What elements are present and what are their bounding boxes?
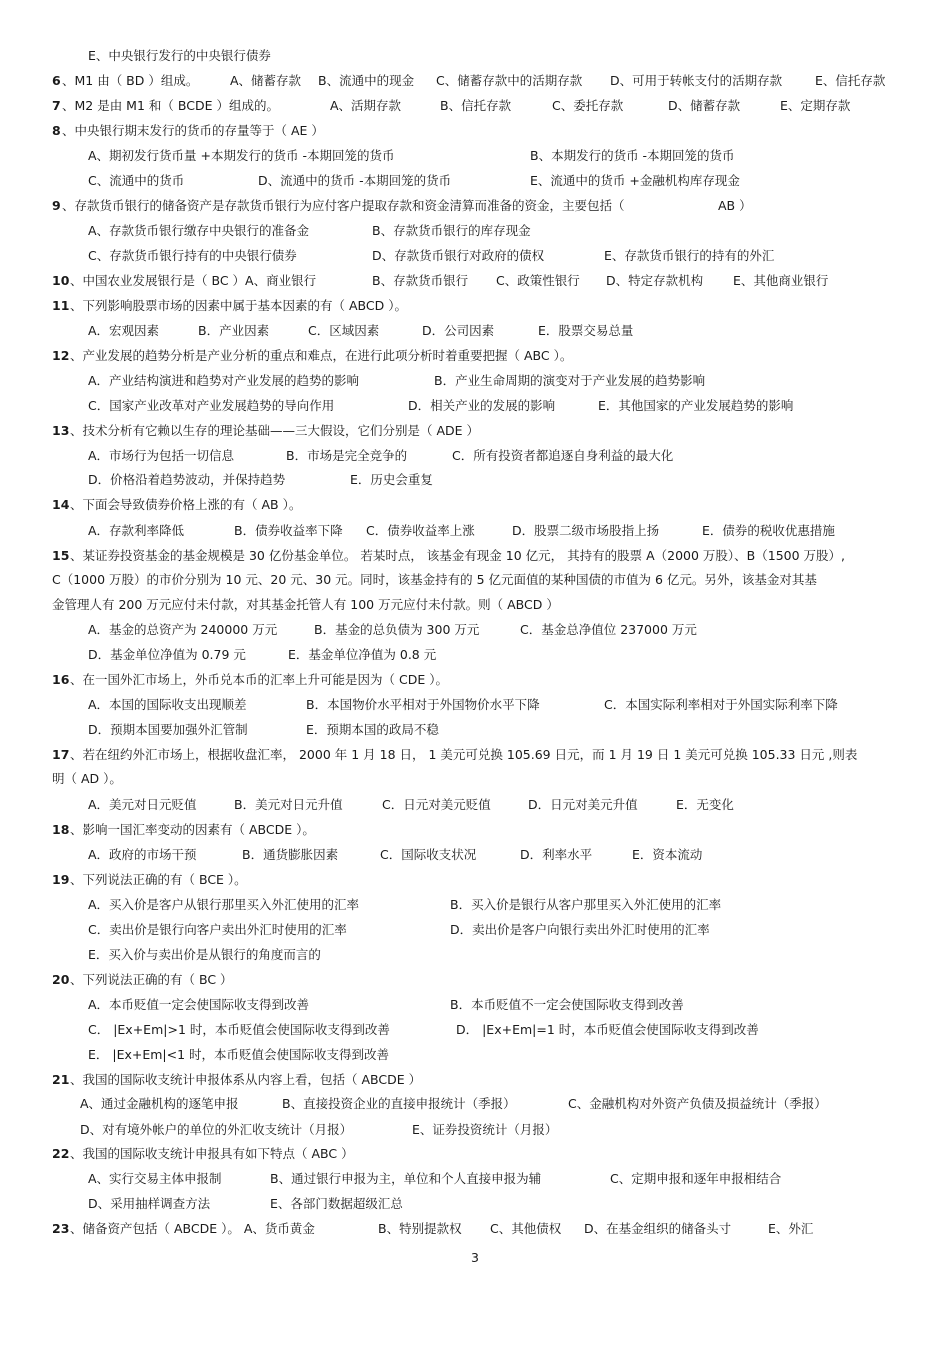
text-segment: 、中国农业发展银行是（ BC ）A、商业银行 [70,273,317,288]
text-line [0,918,950,942]
text-segment: 、M1 由（ BD ）组成。 [62,73,199,88]
text-segment: B．债券收益率下降 [234,523,343,538]
text-segment: E、中央银行发行的中央银行债券 [88,48,271,63]
text-segment: B．本币贬值不一定会使国际收支得到改善 [450,997,684,1012]
text-line [0,1118,950,1142]
text-segment: AB ） [718,198,752,213]
text-segment: B、信托存款 [440,98,512,113]
text-segment: 、技术分析有它赖以生存的理论基础——三大假设，它们分别是（ ADE ） [70,423,480,438]
text-segment: D．卖出价是客户向银行卖出外汇时使用的汇率 [450,922,710,937]
text-segment: 、下列说法正确的有（ BCE ）。 [70,872,247,887]
question-number: 18 [52,822,70,837]
question-number: 7 [52,98,61,113]
text-line [0,119,950,143]
text-segment: D、储蓄存款 [668,98,741,113]
text-line [0,144,950,168]
text-line [0,269,950,293]
text-segment: B、特别提款权 [378,1221,462,1236]
text-segment: D．股票二级市场股指上扬 [512,523,660,538]
text-segment: 金管理人有 200 万元应付未付款，对其基金托管人有 100 万元应付未付款。则（ ABCD ） [52,597,559,612]
text-segment: B、本期发行的货币 -本期回笼的货币 [530,148,735,163]
text-segment: E．预期本国的政局不稳 [306,722,439,737]
text-segment: C、金融机构对外资产负债及损益统计（季报） [568,1096,827,1111]
text-segment: 、若在纽约外汇市场上，根据收盘汇率， 2000 年 1 月 18 日， 1 美元可兑换 105.69 日元，而 1 月 19 日 1 美元可兑换 105.33 日元 ,则表 [70,747,858,762]
text-segment: 、我国的国际收支统计申报体系从内容上看，包括（ ABCDE ） [70,1072,422,1087]
question-number: 9 [52,198,61,213]
question-number: 12 [52,348,70,363]
text-segment: E、信托存款 [815,73,886,88]
text-segment: D、在基金组织的储备头寸 [584,1221,732,1236]
text-segment: E、存款货币银行的持有的外汇 [604,248,775,263]
question-number: 22 [52,1146,70,1161]
text-segment: C、储蓄存款中的活期存款 [436,73,583,88]
text-line [0,419,950,443]
text-segment: D、可用于转帐支付的活期存款 [610,73,783,88]
text-segment: A．本币贬值一定会使国际收支得到改善 [88,997,310,1012]
text-segment: 、下面会导致债券价格上涨的有（ AB ）。 [70,497,302,512]
text-line [0,194,950,218]
question-number: 17 [52,747,70,762]
text-line [0,1018,950,1042]
text-segment: C、其他债权 [490,1221,562,1236]
text-segment: A、通过金融机构的逐笔申报 [80,1096,239,1111]
text-segment: 、储备资产包括（ ABCDE ）。 A、货币黄金 [70,1221,315,1236]
text-line [0,519,950,543]
text-segment: D． |Ex+Em|=1 时，本币贬值会使国际收支得到改善 [456,1022,759,1037]
text-segment: C、定期申报和逐年申报相结合 [610,1171,782,1186]
text-segment: B．美元对日元升值 [234,797,343,812]
text-segment: E、证券投资统计（月报） [412,1122,558,1137]
text-segment: 、产业发展的趋势分析是产业分析的重点和难点，在进行此项分析时着重要把握（ ABC ）。 [70,348,573,363]
text-segment: C．卖出价是银行向客户卖出外汇时使用的汇率 [88,922,347,937]
text-segment: D．公司因素 [422,323,495,338]
text-line [0,319,950,343]
text-segment: E、定期存款 [780,98,851,113]
text-line [0,44,950,68]
text-segment: E．股票交易总量 [538,323,634,338]
text-line [0,1068,950,1092]
text-segment: 、下列说法正确的有（ BC ） [70,972,233,987]
text-segment: C． |Ex+Em|>1 时，本币贬值会使国际收支得到改善 [88,1022,390,1037]
text-line [0,69,950,93]
text-segment: A．产业结构演进和趋势对产业发展的趋势的影响 [88,373,360,388]
text-segment: D．价格沿着趋势波动，并保持趋势 [88,472,286,487]
text-line [0,1167,950,1191]
text-segment: B．产业生命周期的演变对于产业发展的趋势影响 [434,373,706,388]
text-segment: B．通货膨胀因素 [242,847,339,862]
text-segment: C．本国实际利率相对于外国实际利率下降 [604,697,838,712]
question-number: 20 [52,972,70,987]
text-line [0,618,950,642]
text-line [0,767,950,791]
text-line [0,843,950,867]
text-segment: E．债券的税收优惠措施 [702,523,835,538]
text-segment: A、活期存款 [330,98,402,113]
text-line [0,818,950,842]
question-number: 14 [52,497,70,512]
text-segment: B、流通中的现金 [318,73,415,88]
text-segment: C、存款货币银行持有的中央银行债券 [88,248,297,263]
text-segment: D、对有境外帐户的单位的外汇收支统计（月报） [80,1122,353,1137]
text-line [0,643,950,667]
text-segment: A．基金的总资产为 240000 万元 [88,622,278,637]
text-segment: 、某证券投资基金的基金规模是 30 亿份基金单位。 若某时点， 该基金有现金 10 亿元， 其持有的股票 A（2000 万股）、B（1500 万股）, [70,548,846,563]
text-segment: A、储蓄存款 [230,73,302,88]
text-line [0,943,950,967]
text-segment: D．基金单位净值为 0.79 元 [88,647,246,662]
text-segment: A．存款利率降低 [88,523,185,538]
text-segment: A、期初发行货币量 +本期发行的货币 -本期回笼的货币 [88,148,395,163]
text-line [0,468,950,492]
text-line [0,1092,950,1116]
text-segment: E．资本流动 [632,847,703,862]
question-number: 8 [52,123,61,138]
text-segment: D、特定存款机构 [606,273,704,288]
question-number: 15 [52,548,70,563]
text-line [0,893,950,917]
text-segment: E．其他国家的产业发展趋势的影响 [598,398,794,413]
text-line [0,544,950,568]
text-line [0,1217,950,1241]
text-segment: D．日元对美元升值 [528,797,638,812]
text-segment: 、M2 是由 M1 和（ BCDE ）组成的。 [62,98,279,113]
text-line [0,1043,950,1067]
text-line [0,493,950,517]
text-segment: 、存款货币银行的储备资产是存款货币银行为应付客户提取存款和资金清算而准备的资金，主要包括（ [62,198,625,213]
text-segment: A．本国的国际收支出现顺差 [88,697,247,712]
text-segment: E．买入价与卖出价是从银行的角度而言的 [88,947,321,962]
text-line [0,169,950,193]
text-line [0,868,950,892]
text-segment: E、流通中的货币 +金融机构库存现金 [530,173,740,188]
text-segment: D．预期本国要加强外汇管制 [88,722,248,737]
text-line [0,244,950,268]
question-number: 23 [52,1221,70,1236]
text-segment: B、存款货币银行的库存现金 [372,223,531,238]
text-segment: C、委托存款 [552,98,624,113]
text-segment: A、实行交易主体申报制 [88,1171,222,1186]
text-line [0,1192,950,1216]
text-segment: 、我国的国际收支统计申报具有如下特点（ ABC ） [70,1146,354,1161]
text-line [0,743,950,767]
text-line [0,394,950,418]
text-segment: 、中央银行期末发行的货币的存量等于（ AE ） [62,123,324,138]
text-segment: C．所有投资者都追逐自身利益的最大化 [452,448,674,463]
text-segment: C（1000 万股）的市价分别为 10 元、20 元、30 元。同时，该基金持有的 5 亿元面值的某种国债的市值为 6 亿元。另外，该基金对其基 [52,572,817,587]
text-segment: E、各部门数据超级汇总 [270,1196,403,1211]
text-segment: B．买入价是银行从客户那里买入外汇使用的汇率 [450,897,722,912]
text-segment: C．国际收支状况 [380,847,477,862]
text-segment: E、其他商业银行 [733,273,829,288]
text-segment: B．本国物价水平相对于外国物价水平下降 [306,697,540,712]
text-line [0,593,950,617]
text-segment: A．买入价是客户从银行那里买入外汇使用的汇率 [88,897,360,912]
text-line [0,1142,950,1166]
text-segment: C、流通中的货币 [88,173,185,188]
text-segment: C．日元对美元贬值 [382,797,491,812]
text-segment: E、外汇 [768,1221,814,1236]
text-line [0,94,950,118]
text-segment: D．相关产业的发展的影响 [408,398,556,413]
text-segment: 、影响一国汇率变动的因素有（ ABCDE ）。 [70,822,315,837]
text-line [0,968,950,992]
text-segment: A．宏观因素 [88,323,160,338]
text-segment: D．利率水平 [520,847,593,862]
text-segment: D、采用抽样调查方法 [88,1196,211,1211]
question-number: 6 [52,73,61,88]
text-segment: 、在一国外汇市场上，外币兑本币的汇率上升可能是因为（ CDE ）。 [70,672,448,687]
text-line [0,219,950,243]
text-segment: E．基金单位净值为 0.8 元 [288,647,437,662]
page-number: 3 [471,1250,479,1265]
text-segment: E．历史会重复 [350,472,433,487]
text-segment: E． |Ex+Em|<1 时，本币贬值会使国际收支得到改善 [88,1047,390,1062]
text-line [0,793,950,817]
text-segment: B、直接投资企业的直接申报统计（季报） [282,1096,516,1111]
text-line [0,718,950,742]
question-number: 16 [52,672,70,687]
question-number: 10 [52,273,70,288]
text-line [0,568,950,592]
text-segment: B．市场是完全竞争的 [286,448,408,463]
text-segment: C．基金总净值位 237000 万元 [520,622,697,637]
text-segment: A、存款货币银行缴存中央银行的准备金 [88,223,310,238]
text-segment: A．市场行为包括一切信息 [88,448,235,463]
text-line [0,294,950,318]
text-line [0,993,950,1017]
text-segment: E．无变化 [676,797,734,812]
text-line [0,344,950,368]
text-segment: 明（ AD ）。 [52,771,122,786]
text-segment: B．产业因素 [198,323,270,338]
text-line [0,369,950,393]
text-segment: B、通过银行申报为主，单位和个人直接申报为辅 [270,1171,542,1186]
text-segment: A．美元对日元贬值 [88,797,197,812]
text-segment: 、下列影响股票市场的因素中属于基本因素的有（ ABCD ）。 [70,298,407,313]
question-number: 11 [52,298,70,313]
text-segment: C．债券收益率上涨 [366,523,475,538]
question-number: 19 [52,872,70,887]
text-segment: C．区域因素 [308,323,380,338]
text-segment: A．政府的市场干预 [88,847,197,862]
text-segment: D、流通中的货币 -本期回笼的货币 [258,173,452,188]
text-segment: B、存款货币银行 [372,273,469,288]
text-segment: D、存款货币银行对政府的债权 [372,248,545,263]
text-segment: C．国家产业改革对产业发展趋势的导向作用 [88,398,335,413]
text-line [0,668,950,692]
text-line [0,693,950,717]
text-segment: B．基金的总负债为 300 万元 [314,622,480,637]
question-number: 21 [52,1072,70,1087]
text-segment: C、政策性银行 [496,273,580,288]
text-line [0,444,950,468]
question-number: 13 [52,423,70,438]
